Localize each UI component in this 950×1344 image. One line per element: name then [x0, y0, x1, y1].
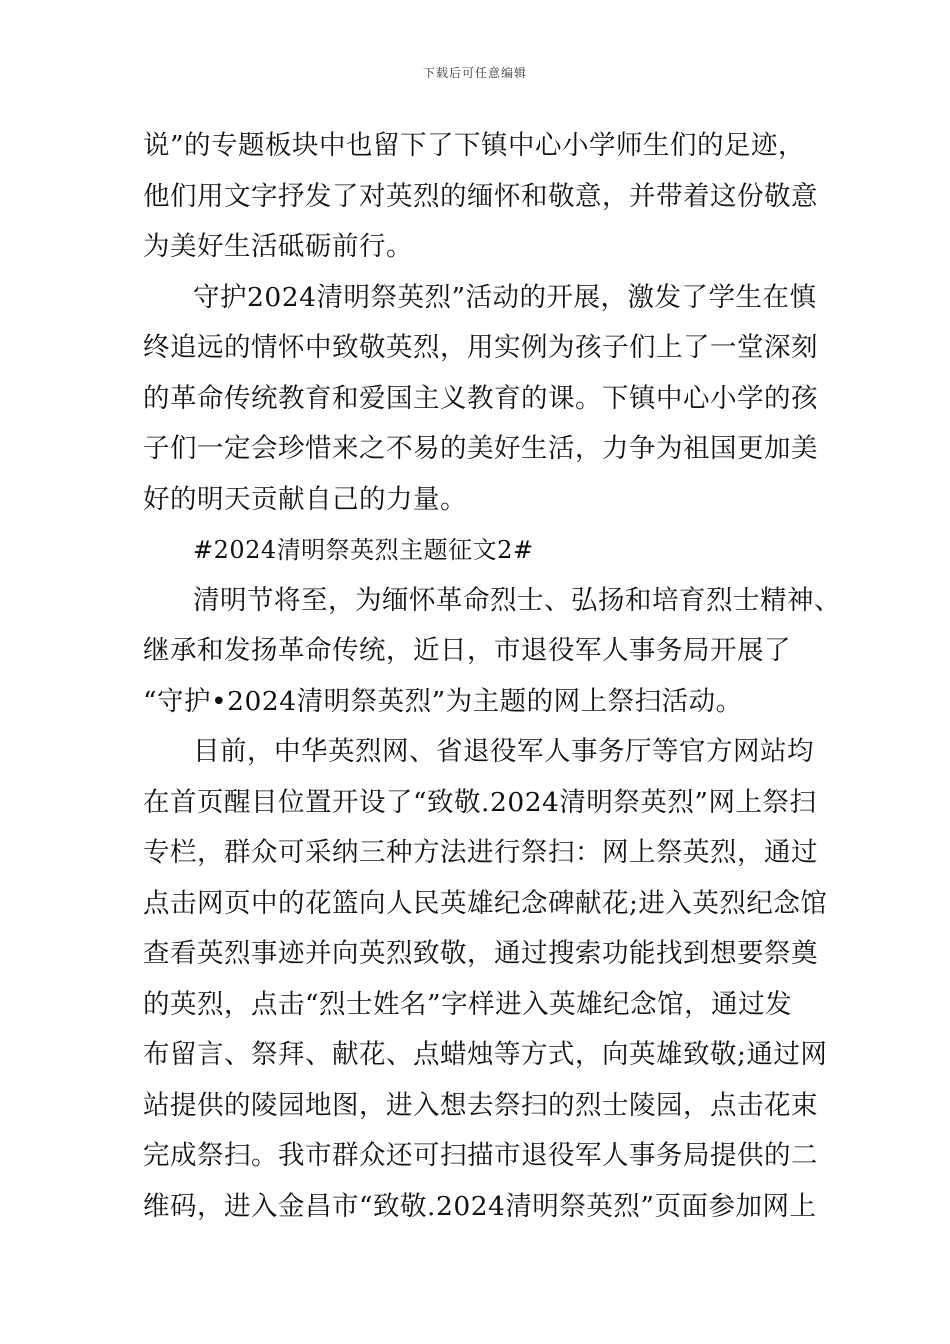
text-line: 点击网页中的花篮向人民英雄纪念碑献花;进入英烈纪念馆 — [143, 887, 828, 919]
page-header-note: 下载后可任意编辑 — [422, 66, 527, 80]
text-line: 终追远的情怀中致敬英烈，用实例为孩子们上了一堂深刻 — [143, 332, 818, 363]
text-line: 查看英烈事迹并向英烈致敬，通过搜索功能找到想要祭奠 — [143, 938, 818, 969]
text-line: 维码，进入金昌市“致敬.2024清明祭英烈”页面参加网上 — [143, 1190, 817, 1222]
paragraph-first-line: 目前，中华英烈网、省退役军人事务厅等官方网站均 — [193, 736, 814, 767]
paragraph-first-line: 守护2024清明祭英烈”活动的开展，激发了学生在慎 — [193, 281, 817, 313]
text-line: “守护•2024清明祭英烈”为主题的网上祭扫活动。 — [143, 685, 743, 717]
document-body — [143, 121, 841, 1232]
text-line: 他们用文字抒发了对英烈的缅怀和敬意，并带着这份敬意 — [143, 180, 818, 212]
text-line: 的革命传统教育和爱国主义教育的课。下镇中心小学的孩 — [143, 382, 818, 414]
text-line: 在首页醒目位置开设了“致敬.2024清明祭英烈”网上祭扫 — [143, 786, 817, 818]
text-line: 继承和发扬革命传统，近日，市退役军人事务局开展了 — [143, 635, 791, 666]
text-line: 的英烈，点击“烈士姓名”字样进入英雄纪念馆，通过发 — [143, 988, 793, 1020]
paragraph-first-line: 清明节将至，为缅怀革命烈士、弘扬和培育烈士精神、 — [193, 584, 841, 616]
text-line: 站提供的陵园地图，进入想去祭扫的烈士陵园，点击花束 — [143, 1089, 818, 1121]
text-line: 完成祭扫。我市群众还可扫描市退役军人事务局提供的二 — [143, 1140, 818, 1171]
section-heading: #2024清明祭英烈主题征文2# — [193, 536, 534, 564]
text-line: 为美好生活砥砺前行。 — [143, 231, 413, 262]
text-line: 布留言、祭拜、献花、点蜡烛等方式，向英雄致敬;通过网 — [143, 1039, 828, 1070]
text-line: 说”的专题板块中也留下了下镇中心小学师生们的足迹， — [143, 130, 806, 161]
text-line: 好的明天贡献自己的力量。 — [143, 483, 467, 515]
text-line: 子们一定会珍惜来之不易的美好生活，力争为祖国更加美 — [143, 433, 818, 464]
text-line: 专栏，群众可采纳三种方法进行祭扫：网上祭英烈，通过 — [143, 837, 818, 868]
